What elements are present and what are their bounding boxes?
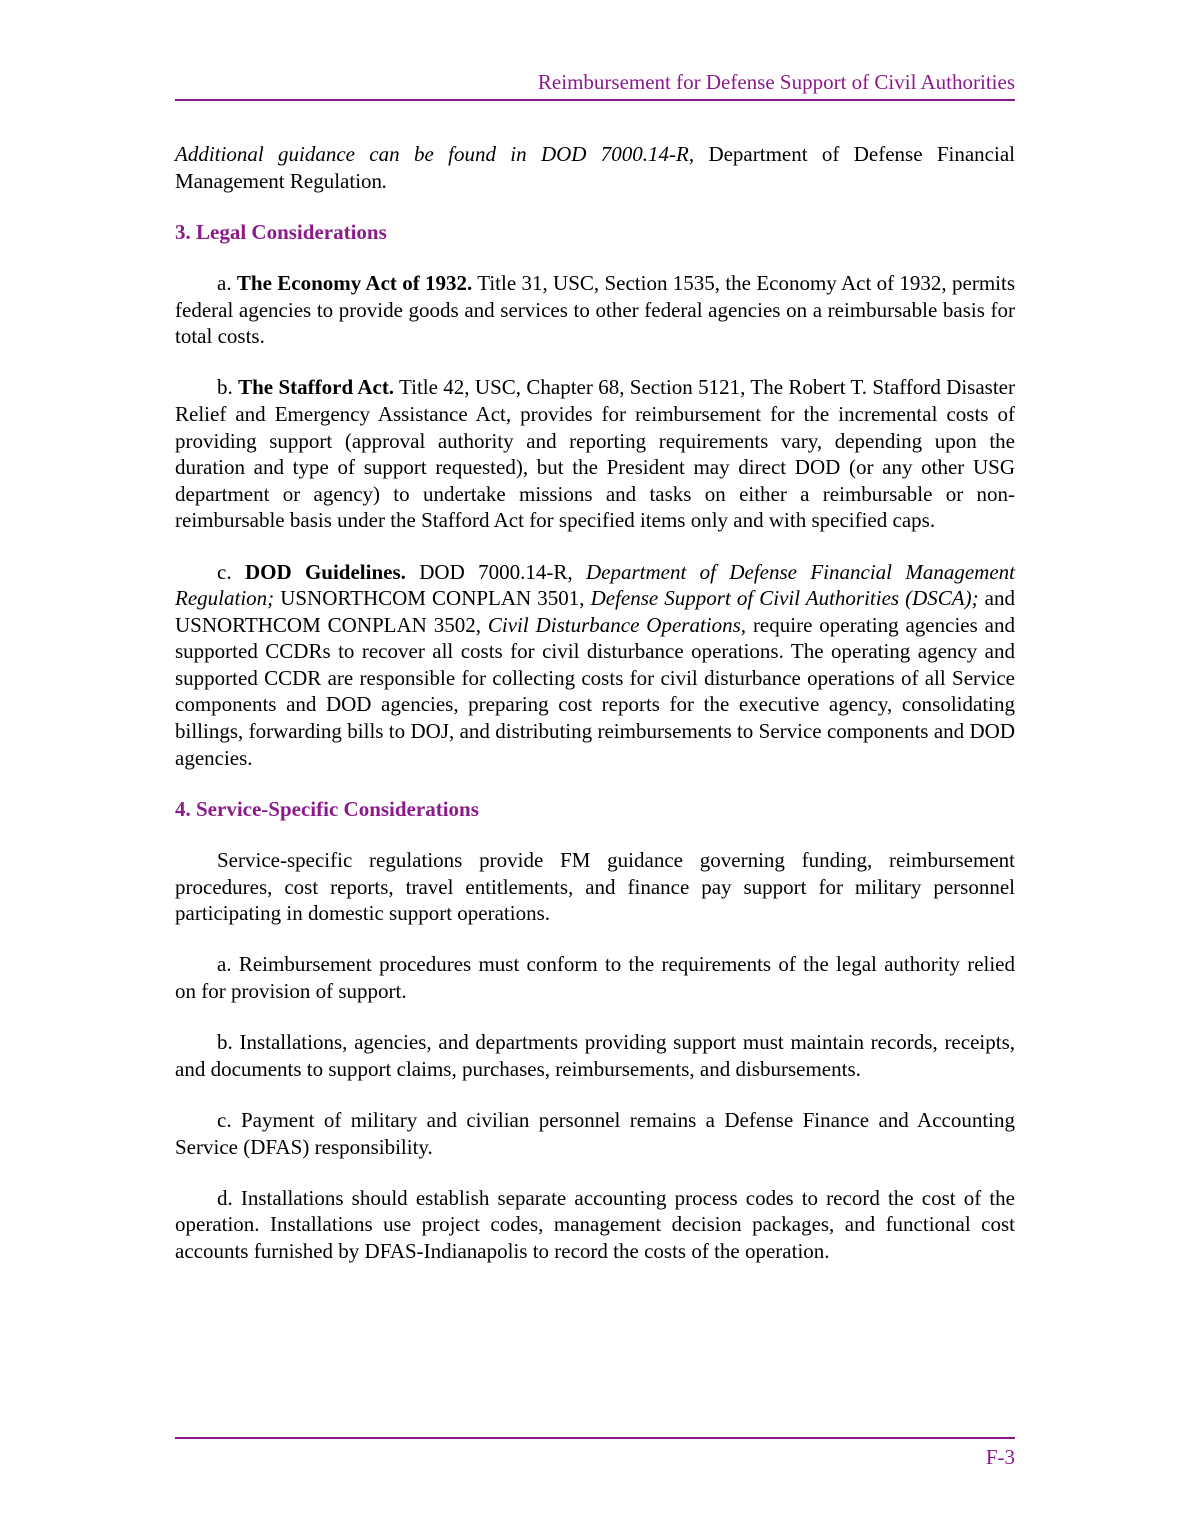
paragraph-3c-text-2: USNORTHCOM CONPLAN 3501,	[274, 586, 591, 611]
paragraph-3c-italic-2: Defense Support of Civil Authorities (DSCA);	[590, 586, 979, 611]
paragraph-4d: d. Installations should establish separate accounting process codes to record the cost of the operation. Installations use project codes, management decision packages, and functional cost accounts furnished by DFAS-Indianapolis to record the costs of the operation.	[175, 1185, 1015, 1263]
paragraph-3c-text-4: require operating agencies and supported CCDRs to recover all costs for civil disturbance operations. The operating agency and supported CCDR are responsible for collecting costs for civil disturbance operations of all Service components and DOD agencies, preparing cost reports for the executive agency, consolidating billings, forwarding bills to DOJ, and distributing reimbursements to Service components and DOD agencies.	[175, 612, 1015, 770]
paragraph-4b: b. Installations, agencies, and departments providing support must maintain records, receipts, and documents to support claims, purchases, reimbursements, and disbursements.	[175, 1030, 1015, 1081]
page-number: F-3	[985, 1445, 1015, 1469]
header-rule	[175, 99, 1015, 101]
intro-text: Department of Defense Financial Management Regulation	[175, 142, 1015, 193]
paragraph-3a-title: The Economy Act of 1932.	[236, 270, 473, 295]
footer-rule	[175, 1437, 1015, 1439]
paragraph-3c-text-1: DOD 7000.14-R,	[405, 559, 586, 584]
paragraph-3c-title: DOD Guidelines.	[244, 559, 406, 584]
paragraph-3b-lead: b.	[217, 375, 239, 400]
paragraph-4c: c. Payment of military and civilian personnel remains a Defense Finance and Accounting Service (DFAS) responsibility.	[175, 1107, 1015, 1159]
paragraph-3c-lead: c.	[217, 559, 245, 584]
paragraph-3c-italic-3: Civil Disturbance Operations,	[487, 612, 747, 637]
section-4-heading: 4. Service-Specific Considerations	[175, 796, 479, 821]
page-body	[175, 141, 1015, 1265]
section-3-heading: 3. Legal Considerations	[175, 219, 387, 244]
paragraph-3b-text: Title 42, USC, Chapter 68, Section 5121, The Robert T. Stafford Disaster Relief and Emergency Assistance Act, provides for reimbursement for the incremental costs of providing support (approval authority and reporting requirements vary, depending upon the duration and type of support requested), but the President may direct DOD (or any other USG department or agency) to undertake missions and tasks on either a reimbursable or non-reimbursable basis under the Stafford Act for specified items only and with specified caps.	[175, 375, 1015, 533]
paragraph-4a: a. Reimbursement procedures must conform to the requirements of the legal authority relied on for provision of support.	[175, 952, 1015, 1003]
paragraph-3a-text: Title 31, USC, Section 1535, the Economy Act of 1932, permits federal agencies to provide goods and services to other federal agencies on a reimbursable basis for total costs.	[175, 270, 1015, 349]
paragraph-3a	[175, 270, 1015, 350]
running-header: Reimbursement for Defense Support of Civil Authorities	[537, 70, 1015, 94]
intro-italic-text: Additional guidance can be found in DOD 7000.14-R,	[175, 142, 695, 166]
paragraph-3c	[175, 559, 1015, 772]
paragraph-3b	[175, 374, 1015, 534]
intro-paragraph	[175, 141, 1015, 194]
paragraph-3c-text-3: and USNORTHCOM CONPLAN 3502,	[175, 586, 1015, 637]
paragraph-4-intro: Service-specific regulations provide FM guidance governing funding, reimbursement procedures, cost reports, travel entitlements, and finance pay support for military personnel participating in domestic support operations.	[175, 848, 1015, 926]
paragraph-3a-lead: a.	[217, 270, 237, 295]
intro-end: .	[382, 168, 388, 193]
paragraph-3c-italic-1: Department of Defense Financial Management Regulation;	[175, 559, 1015, 611]
paragraph-3b-title: The Stafford Act.	[238, 375, 395, 400]
